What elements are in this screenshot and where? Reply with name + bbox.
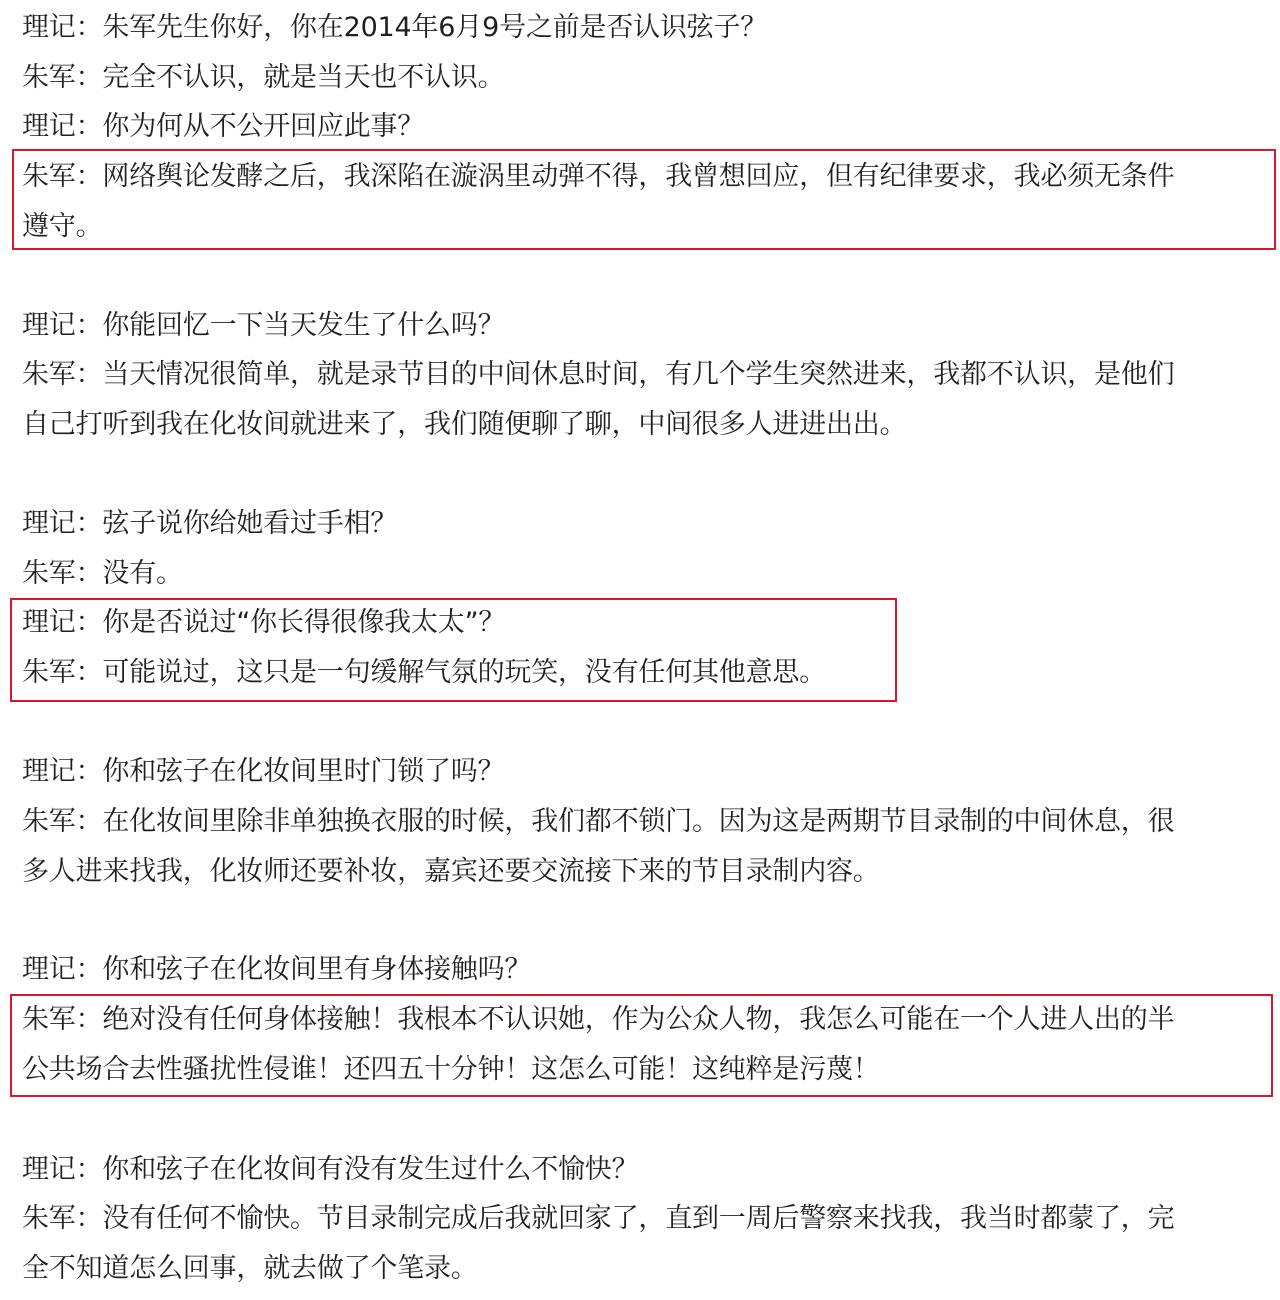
transcript-line-continuation: 公共场合去性骚扰性侵谁！还四五十分钟！这怎么可能！这纯粹是污蔑！: [22, 1054, 880, 1085]
transcript-line-answer: 朱军：绝对没有任何身体接触！我根本不认识她，作为公众人物，我怎么可能在一个人进人出的半: [22, 1004, 1175, 1035]
transcript-line-continuation: 多人进来找我，化妆师还要补妆，嘉宾还要交流接下来的节目录制内容。: [22, 856, 880, 887]
transcript-line-answer: 朱军：在化妆间里除非单独换衣服的时候，我们都不锁门。因为这是两期节目录制的中间休息，很: [22, 806, 1175, 837]
transcript-line-answer: 朱军：当天情况很简单，就是录节目的中间休息时间，有几个学生突然进来，我都不认识，是他们: [22, 359, 1175, 390]
transcript-line-answer: 朱军：没有。: [22, 558, 183, 589]
transcript-line-continuation: 全不知道怎么回事，就去做了个笔录。: [22, 1253, 478, 1284]
transcript-line-answer: 朱军：网络舆论发酵之后，我深陷在漩涡里动弹不得，我曾想回应，但有纪律要求，我必须无条件: [22, 161, 1175, 192]
transcript-line-question: 理记：你和弦子在化妆间有没有发生过什么不愉快？: [22, 1154, 639, 1185]
transcript-line-answer: 朱军：没有任何不愉快。节目录制完成后我就回家了，直到一周后警察来找我，我当时都蒙了，完: [22, 1203, 1175, 1234]
transcript-line-continuation: 遵守。: [22, 211, 103, 242]
transcript-line-answer: 朱军：完全不认识，就是当天也不认识。: [22, 62, 505, 93]
transcript-line-question: 理记：弦子说你给她看过手相？: [22, 508, 398, 539]
transcript-line-question: 理记：你和弦子在化妆间里时门锁了吗？: [22, 756, 505, 787]
transcript-line-question: 理记：朱军先生你好，你在2014年6月9号之前是否认识弦子？: [22, 12, 768, 43]
transcript-line-question: 理记：你是否说过“你长得很像我太太”？: [22, 607, 506, 638]
transcript-line-question: 理记：你为何从不公开回应此事？: [22, 111, 424, 142]
transcript-line-question: 理记：你和弦子在化妆间里有身体接触吗？: [22, 954, 532, 985]
transcript-line-answer: 朱军：可能说过，这只是一句缓解气氛的玩笑，没有任何其他意思。: [22, 657, 826, 688]
transcript-line-continuation: 自己打听到我在化妆间就进来了，我们随便聊了聊，中间很多人进进出出。: [22, 409, 907, 440]
transcript-line-question: 理记：你能回忆一下当天发生了什么吗？: [22, 310, 505, 341]
